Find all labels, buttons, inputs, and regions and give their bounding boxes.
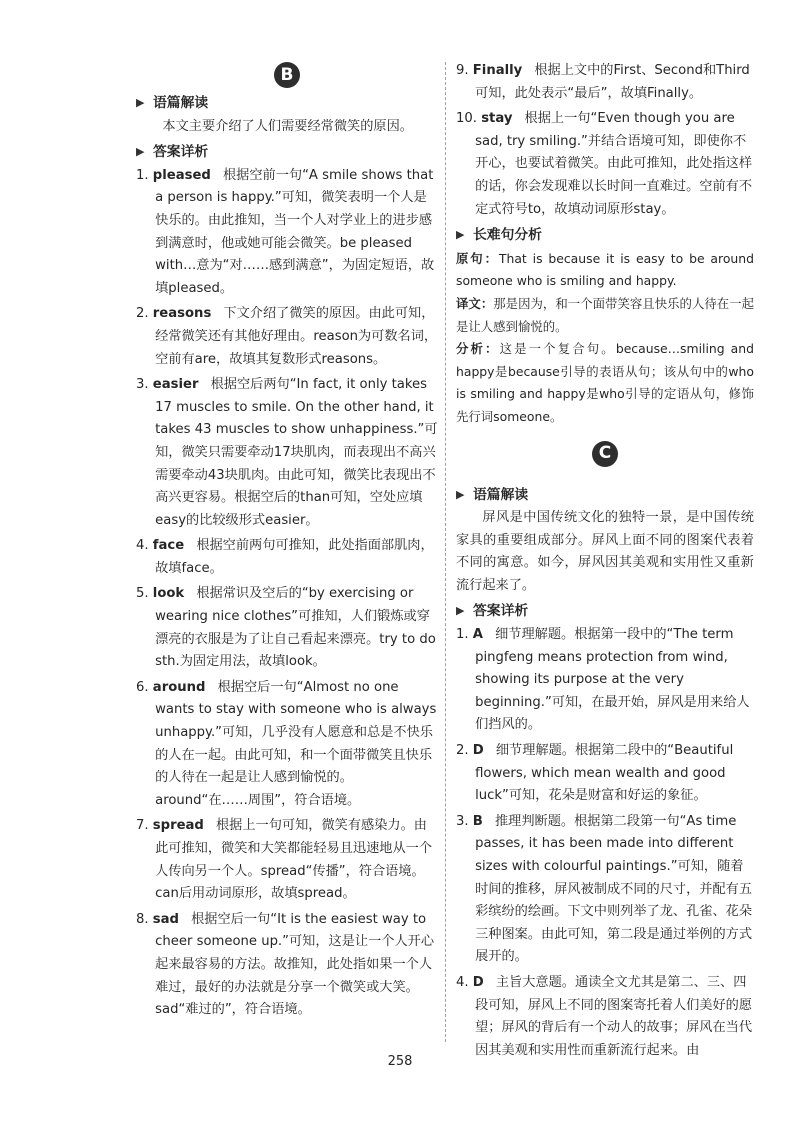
analysis-text: 这是一个复合句。because…smiling and happy是because引导的表语从句；该从句中的who is smiling and happy是who引导的定语从句，修饰先行词someone。 bbox=[456, 341, 754, 424]
item-keyword: stay bbox=[481, 111, 513, 127]
item-keyword: look bbox=[152, 586, 185, 602]
item-keyword: around bbox=[152, 679, 206, 695]
analysis-label: 分析： bbox=[456, 341, 500, 357]
item-number: 2. bbox=[456, 743, 469, 759]
section-marker-icon: ▶ bbox=[136, 96, 145, 109]
item-keyword: D bbox=[472, 743, 484, 759]
answers-heading-c-label: 答案详析 bbox=[473, 603, 529, 620]
answer-item bbox=[456, 624, 754, 737]
spacer bbox=[456, 471, 754, 481]
item-explanation: 根据空后一句“Almost no one wants to stay with someone who is always unhappy.”可知，几乎没有人愿意和总是不快乐的人在一起。由此可知，和一个面带微笑且快乐的人待在一起是让人感到愉悦的。around“在……周围”，符合语境。 bbox=[155, 679, 437, 808]
answer-item bbox=[456, 811, 754, 969]
answers-heading-b-label: 答案详析 bbox=[153, 144, 209, 161]
item-explanation: 主旨大意题。通读全文尤其是第二、三、四段可知，屏风上不同的图案寄托着人们美好的愿望；屏风的背后有一个动人的故事；屏风在当代因其美观和实用性而重新流行起来。由 bbox=[475, 974, 753, 1058]
section-c-badge-wrap bbox=[456, 441, 754, 467]
spacer bbox=[456, 429, 754, 439]
answer-item bbox=[136, 165, 438, 301]
original-sentence bbox=[456, 248, 754, 293]
item-keyword: face bbox=[152, 538, 185, 554]
item-explanation: 根据上文中的First、Second和Third可知，此处表示“最后”，故填Finally。 bbox=[475, 63, 750, 101]
analysis bbox=[456, 338, 754, 428]
answers-heading-b bbox=[136, 141, 438, 164]
reading-heading-b bbox=[136, 92, 438, 115]
left-column bbox=[136, 60, 438, 1025]
section-marker-icon: ▶ bbox=[456, 604, 465, 618]
answer-item bbox=[456, 740, 754, 808]
item-number: 3. bbox=[136, 377, 149, 393]
answer-item bbox=[136, 374, 438, 532]
item-number: 4. bbox=[136, 538, 149, 554]
item-keyword: spread bbox=[152, 818, 204, 834]
item-explanation: 细节理解题。根据第一段中的“The term pingfeng means protection from wind, showing its purpose at the very beginning.”可知，在最开始，屏风是用来给人们挡风的。 bbox=[475, 627, 750, 733]
item-explanation: 根据上一句“Even though you are sad, try smiling.”并结合语境可知，即使你不开心，也要试着微笑。由此可推知，此处指这样的话，你会发现难以长时间一直难过。空前有不定式符号to，故填动词原形stay。 bbox=[475, 111, 753, 217]
item-explanation: 根据空前一句“A smile shows that a person is happy.”可知，微笑表明一个人是快乐的。由此推知，当一个人对学业上的进步感到满意时，他或她可能会微笑。be pleased with…意为“对……感到满意”，为固定短语，故填pleased。 bbox=[155, 167, 435, 296]
answer-item bbox=[136, 535, 438, 580]
item-keyword: A bbox=[472, 627, 484, 643]
item-keyword: easier bbox=[152, 377, 199, 393]
item-keyword: B bbox=[472, 813, 483, 829]
answer-item bbox=[136, 815, 438, 905]
answer-item bbox=[456, 972, 754, 1062]
item-number: 9. bbox=[456, 63, 469, 78]
item-keyword: pleased bbox=[152, 167, 211, 183]
original-text: That is because it is easy to be around someone who is smiling and happy. bbox=[456, 250, 754, 289]
item-number: 3. bbox=[456, 813, 469, 829]
item-number: 8. bbox=[136, 911, 149, 927]
section-b-badge: B bbox=[274, 62, 300, 88]
item-number: 1. bbox=[456, 627, 469, 643]
item-keyword: D bbox=[472, 974, 484, 990]
item-explanation: 下文介绍了微笑的原因。由此可知，经常微笑还有其他好理由。reason为可数名词，空前有are，故填其复数形式reasons。 bbox=[155, 306, 438, 367]
answers-heading-c bbox=[456, 600, 754, 623]
answer-item bbox=[136, 677, 438, 813]
long-sentence-heading bbox=[456, 224, 754, 247]
long-sentence-heading-label: 长难句分析 bbox=[473, 227, 542, 244]
item-number: 6. bbox=[136, 679, 149, 695]
answer-item bbox=[136, 583, 438, 673]
answer-item bbox=[136, 303, 438, 371]
reading-text-c: 屏风是中国传统文化的独特一景，是中国传统家具的重要组成部分。屏风上面不同的图案代表着不同的寓意。如今，屏风因其美观和实用性又重新流行起来了。 bbox=[456, 510, 754, 593]
item-number: 4. bbox=[456, 974, 469, 990]
item-keyword: reasons bbox=[152, 306, 212, 322]
translation-text: 那是因为，和一个面带笑容且快乐的人待在一起是让人感到愉悦的。 bbox=[456, 295, 755, 334]
item-keyword: Finally bbox=[472, 63, 523, 78]
section-c-badge: C bbox=[592, 441, 618, 467]
answer-item bbox=[456, 108, 754, 221]
section-b-badge-wrap bbox=[136, 62, 438, 88]
item-explanation: 推理判断题。根据第二段第一句“As time passes, it has been made into different sizes with colourful paintings.”可知，随着时间的推移，屏风被制成不同的尺寸，并配有五彩缤纷的绘画。下文中则列举了龙、孔雀、花朵三种图案。由此可知，第二段是通过举例的方式展开的。 bbox=[475, 813, 753, 965]
item-number: 7. bbox=[136, 818, 149, 834]
answer-item bbox=[456, 60, 754, 105]
reading-heading-b-label: 语篇解读 bbox=[153, 95, 209, 111]
item-number: 5. bbox=[136, 586, 149, 602]
reading-text-b: 本文主要介绍了人们需要经常微笑的原因。 bbox=[162, 118, 413, 134]
item-explanation: 根据上一句可知，微笑有感染力。由此可推知，微笑和大笑都能轻易且迅速地从一个人传向另一个人。spread“传播”，符合语境。can后用动词原形，故填spread。 bbox=[155, 818, 433, 902]
reading-heading-c-label: 语篇解读 bbox=[473, 486, 529, 503]
column-divider bbox=[445, 62, 446, 1042]
item-number: 2. bbox=[136, 306, 149, 322]
page-number: 258 bbox=[387, 1054, 413, 1069]
original-label: 原句： bbox=[456, 250, 499, 266]
answer-item bbox=[136, 909, 438, 1022]
item-explanation: 根据空后两句“In fact, it only takes 17 muscles to smile. On the other hand, it takes 43 muscles to show unhappiness.”可知，微笑只需要牵动17块肌肉，而表现出不高兴需要牵动43块肌肉。由此可知，微笑比表现出不高兴更容易。根据空后的than可知，空处应填easy的比较级形式easier。 bbox=[155, 377, 438, 528]
item-explanation: 根据空前两句可推知，此处指面部肌肉，故填face。 bbox=[155, 538, 434, 576]
item-explanation: 根据空后一句“It is the easiest way to cheer someone up.”可知，这是让一个人开心起来最容易的方法。故推知，此处指如果一个人难过，最好的办法就是分享一个微笑或大笑。sad“难过的”，符合语境。 bbox=[155, 911, 435, 1018]
item-explanation: 细节理解题。根据第二段中的“Beautiful flowers, which mean wealth and good luck”可知，花朵是财富和好运的象征。 bbox=[475, 743, 734, 804]
section-marker-icon: ▶ bbox=[456, 487, 465, 501]
item-explanation: 根据常识及空后的“by exercising or wearing nice clothes”可推知，人们锻炼或穿漂亮的衣服是为了让自己看起来漂亮。try to do sth.为固定用法，故填look。 bbox=[155, 586, 436, 670]
item-number: 10. bbox=[456, 111, 477, 127]
item-keyword: sad bbox=[152, 911, 179, 927]
right-column bbox=[456, 60, 754, 1065]
reading-heading-c bbox=[456, 484, 754, 507]
translation-label: 译文： bbox=[456, 295, 494, 311]
item-number: 1. bbox=[136, 167, 149, 183]
translation bbox=[456, 293, 754, 338]
section-marker-icon: ▶ bbox=[456, 228, 465, 242]
section-marker-icon: ▶ bbox=[136, 145, 145, 159]
